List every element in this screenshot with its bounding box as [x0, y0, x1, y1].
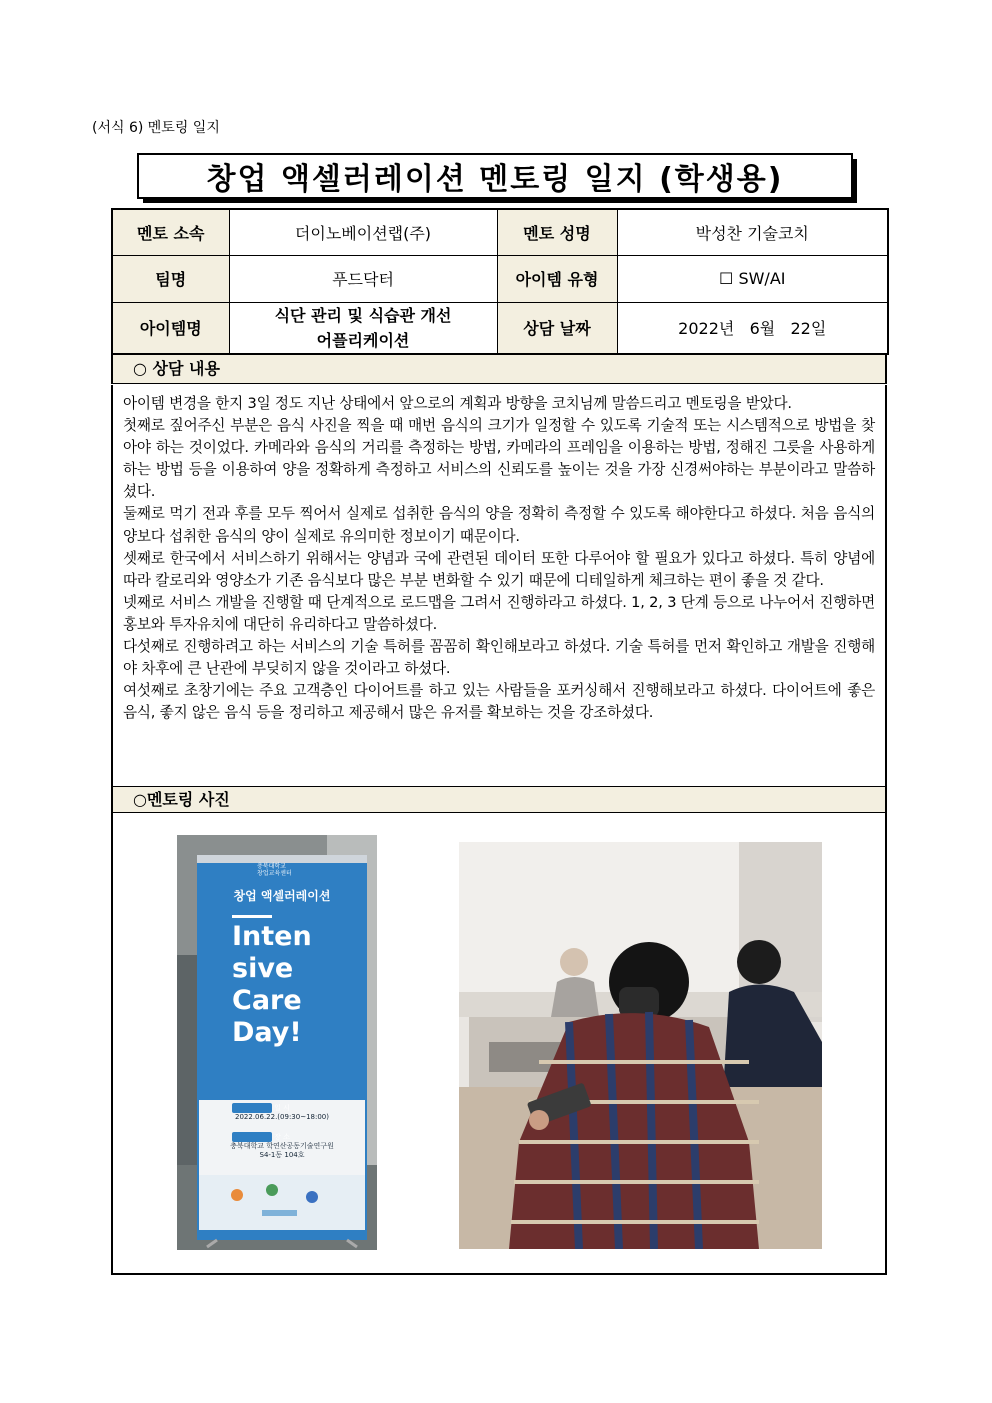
photo-area	[111, 812, 887, 1275]
item-name-line1: 식단 관리 및 식습관 개선	[274, 305, 452, 325]
photo-heading: ○멘토링 사진	[111, 786, 887, 813]
mentor-name-value: 박성찬 기술코치	[617, 209, 888, 255]
consult-heading: ○ 상담 내용	[111, 354, 887, 384]
banner-slogan-line: Day!	[232, 1017, 302, 1048]
item-type-cell	[617, 255, 888, 302]
item-type-value: SW/AI	[738, 269, 786, 288]
date-value: 2022년 6월 22일	[617, 302, 888, 354]
mentor-affiliation-value: 더이노베이션랩(주)	[229, 209, 497, 255]
team-label: 팀명	[112, 255, 229, 302]
team-value: 푸드닥터	[229, 255, 497, 302]
banner-place-label: 장 소	[274, 1133, 290, 1141]
consult-paragraph: 여섯째로 초창기에는 주요 고객층인 다이어트를 하고 있는 사람들을 포커싱해서 진행해보라고 하셨다. 다이어트에 좋은 음식, 좋지 않은 음식 등을 정리하고 제공해서 많은 유저를 확보하는 것을 강조하셨다.	[123, 682, 875, 722]
date-label: 상담 날짜	[497, 302, 617, 354]
document-title-text: 창업 액셀러레이션 멘토링 일지 (학생용)	[206, 162, 784, 197]
consult-paragraph: 아이템 변경을 한지 3일 정도 지난 상태에서 앞으로의 계획과 방향을 코치님께 말씀드리고 멘토링을 받았다.	[123, 395, 792, 412]
consult-paragraph: 다섯째로 진행하려고 하는 서비스의 기술 특허를 꼼꼼히 확인해보라고 하셨다. 기술 특허를 먼저 확인하고 개발을 진행해야 차후에 큰 난관에 부딪히지 않을 것이라고 하셨다.	[123, 638, 875, 678]
banner-slogan	[232, 921, 372, 1049]
consult-content	[111, 385, 887, 787]
info-row	[112, 255, 888, 302]
banner-org-line1: 충북대학교	[257, 863, 286, 870]
info-table	[111, 208, 889, 355]
item-type-label: 아이템 유형	[497, 255, 617, 302]
mentoring-session-graphic	[459, 842, 822, 1249]
banner-place-line1: 충북대학교 학연산공동기술연구원	[230, 1142, 334, 1150]
banner-date-label: 일 시	[274, 1104, 290, 1112]
banner-divider	[232, 915, 272, 918]
consult-paragraph: 첫째로 짚어주신 부분은 음식 사진을 찍을 때 매번 음식의 크기가 일정할 수 있도록 기술적 또는 시스템적으로 방법을 찾아야 하는 것이었다. 카메라와 음식의 거리를 측정하는 방법, 카메라의 프레임을 이용하는 방법, 정해진 그릇을 사용하게 하는 방법 등을 이용하여 양을 정확하게 측정하고 서비스의 신뢰도를 높이는 것을 가장 신경써야하는 부분이라고 말씀하셨다.	[123, 417, 875, 501]
consult-paragraph: 넷째로 서비스 개발을 진행할 때 단계적으로 로드맵을 그려서 진행하라고 하셨다. 1, 2, 3 단계 등으로 나누어서 진행하면 홍보와 투자유치에 대단히 유리하다고 말씀하셨다.	[123, 593, 875, 633]
info-row	[112, 302, 888, 354]
checkbox-icon[interactable]: ☐	[719, 269, 734, 288]
item-name-line2: 어플리케이션	[316, 330, 410, 350]
consult-paragraph: 둘째로 먹기 전과 후를 모두 찍어서 실제로 섭취한 음식의 양을 정확히 측정할 수 있도록 해야한다고 하셨다. 처음 음식의 양보다 섭취한 음식의 양이 실제로 유의미한 정보이기 때문이다.	[123, 505, 875, 545]
banner-slogan-line: Inten	[232, 921, 312, 952]
item-name-label: 아이템명	[112, 302, 229, 354]
item-name-cell	[229, 302, 497, 354]
banner-date: 2022.06.22.(09:30~18:00)	[235, 1113, 329, 1121]
form-label: (서식 6) 멘토링 일지	[92, 120, 220, 136]
banner-info	[199, 1104, 365, 1160]
mentor-name-label: 멘토 성명	[497, 209, 617, 255]
banner-org	[257, 863, 357, 877]
consult-paragraph: 셋째로 한국에서 서비스하기 위해서는 양념과 국에 관련된 데이터 또한 다루어야 할 필요가 있다고 하셨다. 특히 양념에 따라 칼로리와 영양소가 기존 음식보다 많은 부분 변화할 수 있기 때문에 디테일하게 체크하는 편이 좋을 것 같다.	[123, 549, 875, 589]
banner-org-line2: 창업교육센터	[257, 870, 292, 877]
mentor-affiliation-label: 멘토 소속	[112, 209, 229, 255]
banner-slogan-line: sive	[232, 953, 294, 984]
document-title	[137, 153, 853, 199]
banner-photo	[177, 835, 377, 1250]
banner-heading: 창업 액셀러레이션	[233, 889, 331, 903]
mentoring-session-photo	[459, 842, 822, 1249]
banner-place-line2: S4-1동 104호	[259, 1151, 305, 1159]
banner-slogan-line: Care	[232, 985, 302, 1016]
info-row	[112, 209, 888, 255]
